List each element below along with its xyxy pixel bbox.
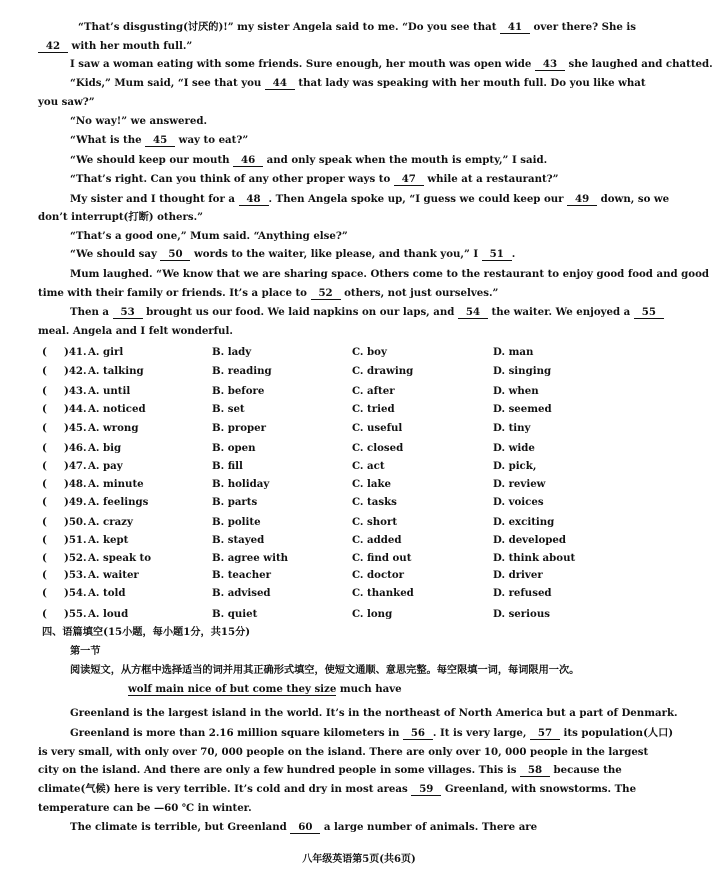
section-one-label: 第一节 xyxy=(70,645,101,657)
option-a: A. kept xyxy=(88,534,129,546)
text-span: others, not just ourselves.” xyxy=(340,287,499,299)
text-span: city on the island. And there are only a few hundred people in some villages. This is xyxy=(38,764,520,776)
option-d: D. driver xyxy=(493,569,543,581)
option-c: C. useful xyxy=(352,422,403,434)
text-span: while at a restaurant?” xyxy=(423,173,559,185)
option-a: A. wrong xyxy=(88,422,139,434)
option-b: B. open xyxy=(212,442,256,454)
text-span: brought us our food. We laid napkins on our laps, and xyxy=(142,306,458,318)
option-a: A. pay xyxy=(88,460,123,472)
blank-48: 48 xyxy=(239,194,269,206)
option-d: D. voices xyxy=(493,496,544,508)
answer-paren: ( xyxy=(42,496,47,508)
text-line xyxy=(38,40,192,53)
option-a: A. until xyxy=(88,385,131,397)
text-line xyxy=(70,134,248,147)
option-d: D. man xyxy=(493,346,534,358)
text-span: because the xyxy=(549,764,622,776)
text-line xyxy=(70,58,713,71)
option-c: C. after xyxy=(352,385,395,397)
text-span: “Kids,” Mum said, “I see that you xyxy=(70,77,265,89)
option-b: B. set xyxy=(212,403,245,415)
question-number: )51. xyxy=(64,534,87,546)
question-number: )43. xyxy=(64,385,87,397)
option-c: C. thanked xyxy=(352,587,414,599)
answer-paren: ( xyxy=(42,385,47,397)
text-span: Then a xyxy=(70,306,113,318)
option-d: D. review xyxy=(493,478,546,490)
option-d: D. pick, xyxy=(493,460,537,472)
option-b: B. advised xyxy=(212,587,271,599)
text-line xyxy=(70,230,348,243)
page-footer: 八年级英语第5页(共6页) xyxy=(302,854,416,865)
question-number: )48. xyxy=(64,478,87,490)
option-a: A. feelings xyxy=(88,496,149,508)
option-d: D. developed xyxy=(493,534,566,546)
section-four-title: 四、语篇填空(15小题，每小题1分，共15分) xyxy=(42,626,251,638)
text-line xyxy=(38,802,252,815)
answer-paren: ( xyxy=(42,365,47,377)
answer-paren: ( xyxy=(42,460,47,472)
blank-57: 57 xyxy=(530,728,560,740)
text-span: The climate is terrible, but Greenland xyxy=(70,821,291,833)
text-span: the waiter. We enjoyed a xyxy=(487,306,634,318)
question-number: )42. xyxy=(64,365,87,377)
option-a: A. told xyxy=(88,587,126,599)
text-line xyxy=(70,306,664,319)
blank-54: 54 xyxy=(458,307,488,319)
option-d: D. refused xyxy=(493,587,552,599)
text-span: “That’s disgusting(讨厌的)!” my sister Angela said to me. “Do you see that xyxy=(78,21,500,33)
instruction-text: 阅读短文，从方框中选择适当的词并用其正确形式填空，使短文通顺、意思完整。每空限填一词，每词限用一次。 xyxy=(70,664,580,676)
question-number: )41. xyxy=(64,346,87,358)
text-span: time with their family or friends. It’s a place to xyxy=(38,287,311,299)
blank-49: 49 xyxy=(567,194,597,206)
text-span: with her mouth full.” xyxy=(68,40,193,52)
text-line xyxy=(70,154,547,167)
option-a: A. loud xyxy=(88,608,129,620)
question-number: )50. xyxy=(64,516,87,528)
blank-46: 46 xyxy=(233,155,263,167)
answer-paren: ( xyxy=(42,478,47,490)
option-b: B. reading xyxy=(212,365,272,377)
option-b: B. lady xyxy=(212,346,252,358)
answer-paren: ( xyxy=(42,346,47,358)
text-span: I saw a woman eating with some friends. Sure enough, her mouth was open wide xyxy=(70,58,535,70)
blank-56: 56 xyxy=(403,728,433,740)
option-a: A. girl xyxy=(88,346,124,358)
text-span: “No way!” we answered. xyxy=(70,115,207,127)
text-span: is very small, with only over 70, 000 people on the island. There are only over 10, 000 people in the largest xyxy=(38,746,649,758)
blank-55: 55 xyxy=(634,307,664,319)
option-c: C. act xyxy=(352,460,385,472)
text-span: My sister and I thought for a xyxy=(70,193,239,205)
text-span: that lady was speaking with her mouth full. Do you like what xyxy=(294,77,646,89)
option-b: B. stayed xyxy=(212,534,265,546)
option-c: C. tried xyxy=(352,403,395,415)
option-a: A. talking xyxy=(88,365,144,377)
answer-paren: ( xyxy=(42,516,47,528)
text-span: “We should keep our mouth xyxy=(70,154,234,166)
text-span: Greenland is the largest island in the world. It’s in the northeast of North America but a part of Denmark. xyxy=(70,707,678,719)
blank-60: 60 xyxy=(290,822,320,834)
text-span: she laughed and chatted. xyxy=(564,58,713,70)
text-line xyxy=(70,821,537,834)
option-a: A. minute xyxy=(88,478,144,490)
question-number: )44. xyxy=(64,403,87,415)
text-line xyxy=(70,727,673,740)
text-line xyxy=(70,77,646,90)
option-c: C. long xyxy=(352,608,393,620)
blank-58: 58 xyxy=(520,765,550,777)
blank-47: 47 xyxy=(394,174,424,186)
question-number: )54. xyxy=(64,587,87,599)
text-span: “What is the xyxy=(70,134,146,146)
option-a: A. noticed xyxy=(88,403,146,415)
option-d: D. think about xyxy=(493,552,576,564)
text-line xyxy=(70,193,669,206)
text-line xyxy=(38,287,498,300)
answer-paren: ( xyxy=(42,403,47,415)
question-number: )52. xyxy=(64,552,87,564)
text-span: . It is very large, xyxy=(432,727,530,739)
option-d: D. seemed xyxy=(493,403,552,415)
option-d: D. when xyxy=(493,385,539,397)
option-b: B. proper xyxy=(212,422,266,434)
option-d: D. exciting xyxy=(493,516,555,528)
text-span: down, so we xyxy=(597,193,670,205)
option-b: B. polite xyxy=(212,516,261,528)
question-number: )53. xyxy=(64,569,87,581)
blank-43: 43 xyxy=(535,59,565,71)
text-span: words to the waiter, like please, and thank you,” I xyxy=(190,248,482,260)
text-span: way to eat?” xyxy=(175,134,249,146)
blank-45: 45 xyxy=(145,135,175,147)
option-b: B. parts xyxy=(212,496,258,508)
option-b: B. holiday xyxy=(212,478,270,490)
text-line xyxy=(70,248,515,261)
blank-52: 52 xyxy=(311,288,341,300)
text-span: “We should say xyxy=(70,248,161,260)
text-line xyxy=(38,325,233,338)
question-number: )55. xyxy=(64,608,87,620)
answer-paren: ( xyxy=(42,552,47,564)
text-span: meal. Angela and I felt wonderful. xyxy=(38,325,233,337)
answer-paren: ( xyxy=(42,442,47,454)
blank-53: 53 xyxy=(113,307,143,319)
option-b: B. fill xyxy=(212,460,243,472)
option-b: B. before xyxy=(212,385,265,397)
option-a: A. crazy xyxy=(88,516,133,528)
word-bank-underlined: wolf main nice of but come they size xyxy=(128,683,337,695)
text-span: temperature can be —60 ℃ in winter. xyxy=(38,802,252,814)
text-span: . xyxy=(511,248,516,260)
option-c: C. added xyxy=(352,534,402,546)
text-span: a large number of animals. There are xyxy=(320,821,538,833)
text-span: Greenland is more than 2.16 million square kilometers in xyxy=(70,727,403,739)
word-bank xyxy=(128,683,402,695)
text-line xyxy=(38,783,636,796)
option-a: A. speak to xyxy=(88,552,152,564)
text-line xyxy=(70,173,559,186)
option-d: D. singing xyxy=(493,365,552,377)
option-c: C. drawing xyxy=(352,365,414,377)
answer-paren: ( xyxy=(42,534,47,546)
text-line xyxy=(78,21,636,34)
blank-44: 44 xyxy=(265,78,295,90)
text-line xyxy=(38,746,648,759)
option-d: D. wide xyxy=(493,442,535,454)
text-line xyxy=(70,268,709,281)
text-span: Greenland, with snowstorms. The xyxy=(441,783,637,795)
text-line xyxy=(70,115,207,128)
text-line xyxy=(38,211,203,224)
text-span: . Then Angela spoke up, “I guess we could keep our xyxy=(268,193,568,205)
text-span: and only speak when the mouth is empty,” I said. xyxy=(263,154,548,166)
text-span: over there? She is xyxy=(529,21,636,33)
option-b: B. teacher xyxy=(212,569,271,581)
text-line xyxy=(38,764,622,777)
text-span: “That’s a good one,” Mum said. “Anything else?” xyxy=(70,230,348,242)
text-span: its population(人口) xyxy=(559,727,674,739)
blank-42: 42 xyxy=(38,41,68,53)
option-c: C. short xyxy=(352,516,398,528)
text-line xyxy=(38,96,95,109)
option-a: A. big xyxy=(88,442,122,454)
text-span: don’t interrupt(打断) others.” xyxy=(38,211,204,223)
question-number: )45. xyxy=(64,422,87,434)
answer-paren: ( xyxy=(42,569,47,581)
option-b: B. quiet xyxy=(212,608,258,620)
option-a: A. waiter xyxy=(88,569,139,581)
answer-paren: ( xyxy=(42,422,47,434)
option-c: C. boy xyxy=(352,346,387,358)
text-span: Mum laughed. “We know that we are sharing space. Others come to the restaurant to enjoy good food and good xyxy=(70,268,709,280)
question-number: )49. xyxy=(64,496,87,508)
text-span: climate(气候) here is very terrible. It’s cold and dry in most areas xyxy=(38,783,412,795)
question-number: )46. xyxy=(64,442,87,454)
blank-59: 59 xyxy=(411,784,441,796)
blank-51: 51 xyxy=(482,249,512,261)
answer-paren: ( xyxy=(42,608,47,620)
text-span: “That’s right. Can you think of any other proper ways to xyxy=(70,173,394,185)
text-span: you saw?” xyxy=(38,96,95,108)
option-c: C. tasks xyxy=(352,496,397,508)
blank-41: 41 xyxy=(500,22,530,34)
blank-50: 50 xyxy=(160,249,190,261)
answer-paren: ( xyxy=(42,587,47,599)
option-d: D. tiny xyxy=(493,422,531,434)
question-number: )47. xyxy=(64,460,87,472)
option-c: C. doctor xyxy=(352,569,405,581)
text-line xyxy=(70,707,678,720)
option-c: C. find out xyxy=(352,552,412,564)
option-b: B. agree with xyxy=(212,552,289,564)
option-c: C. closed xyxy=(352,442,404,454)
word-bank-rest: much have xyxy=(336,683,402,695)
option-d: D. serious xyxy=(493,608,550,620)
option-c: C. lake xyxy=(352,478,392,490)
